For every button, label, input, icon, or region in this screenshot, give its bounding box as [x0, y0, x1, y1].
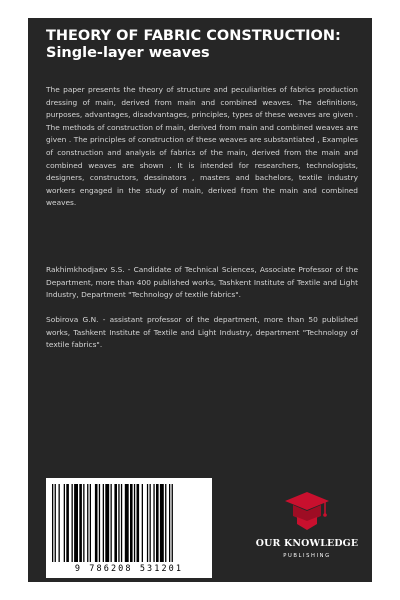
publisher-name: OUR KNOWLEDGE	[255, 538, 359, 549]
author-bio-2: Sobirova G.N. - assistant professor of the department, more than 50 published works, Tashkent Institute of Textile and Light Industry, department "Technology of textile fabrics".	[46, 315, 358, 350]
publisher-subtitle: PUBLISHING	[283, 553, 331, 559]
isbn-barcode	[46, 478, 212, 578]
book-back-cover	[28, 18, 372, 582]
graduation-cap-icon	[284, 490, 330, 534]
barcode-digits: 9 786208 531201	[74, 564, 184, 574]
author-bio-1: Rakhimkhodjaev S.S. - Candidate of Technical Sciences, Associate Professor of the Department, more than 400 published works, Tashkent Institute of Textile and Light Industry, Department "Technology of textile fabrics".	[46, 265, 358, 300]
book-abstract: The paper presents the theory of structure and peculiarities of fabrics production dressing of main, derived from main and combined weaves. The definitions, purposes, advantages, disadvantages, principles, types of these weaves are given . The methods of construction of main, derived from main and combined weaves are given . The principles of construction of these weaves are substantiated , Examples of construction and analysis of fabrics of the main, derived from the main and combined weaves are shown . It is intended for researchers, technologists, designers, constructors, dessinators , masters and bachelors, textile industry workers engaged in the study of main, derived from the main and combined weaves.	[46, 85, 358, 208]
book-title: THEORY OF FABRIC CONSTRUCTION: Single-layer weaves	[46, 28, 341, 61]
barcode-bars	[52, 484, 206, 562]
publisher-logo-block	[248, 490, 366, 570]
